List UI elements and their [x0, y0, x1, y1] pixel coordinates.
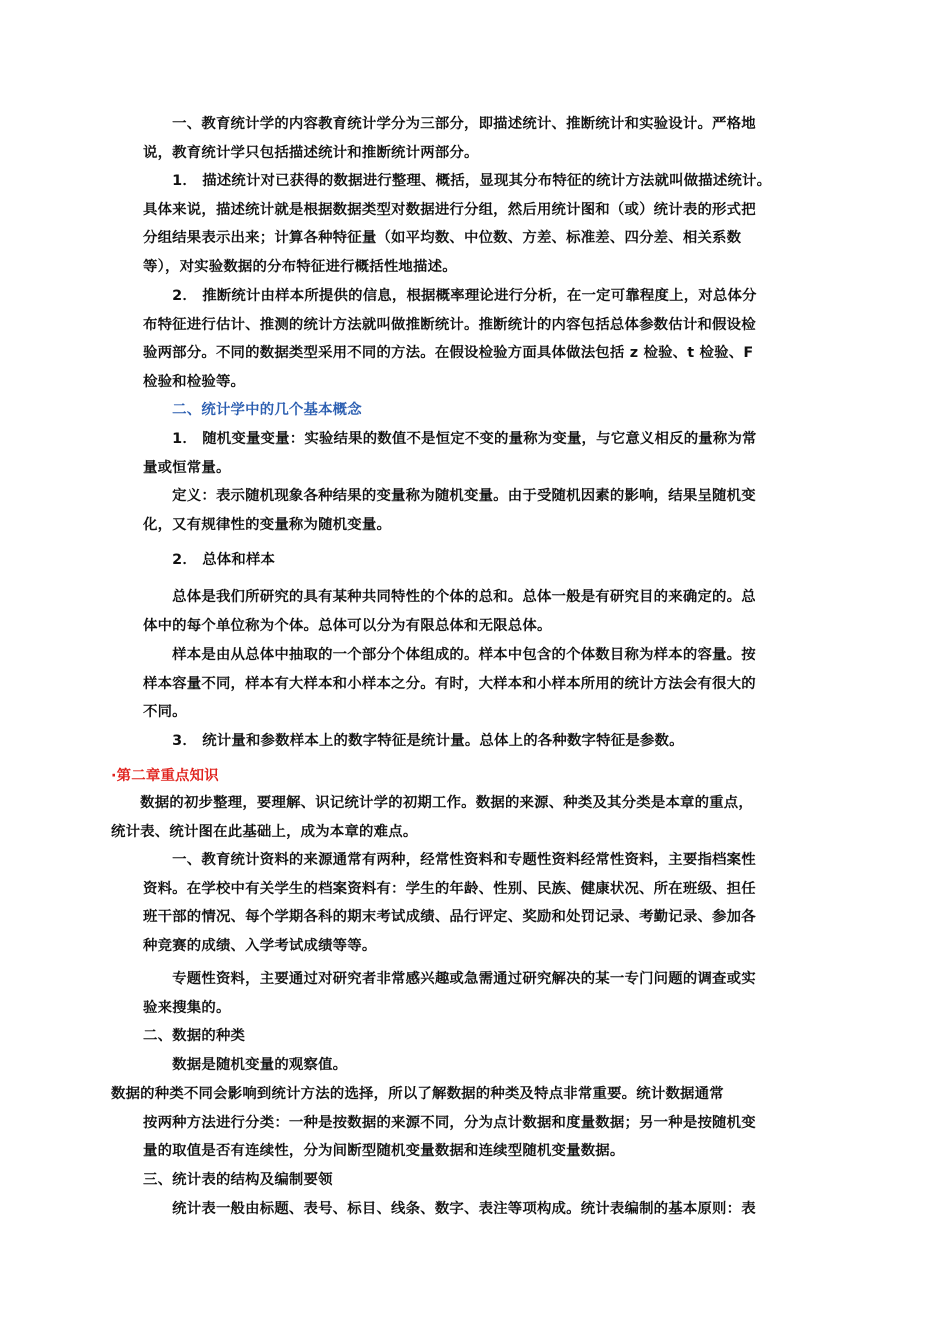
paragraph-sample — [143, 641, 823, 727]
text-line: 资料。在学校中有关学生的档案资料有：学生的年龄、性别、民族、健康状况、所在班级、担任 — [143, 880, 756, 897]
paragraph-random-variable — [143, 425, 823, 482]
text-line: 体中的每个单位称为个体。总体可以分为有限总体和无限总体。 — [143, 617, 552, 634]
text-line: 布特征进行估计、推测的统计方法就叫做推断统计。推断统计的内容包括总体参数估计和假设检 — [143, 316, 756, 333]
text-line: 样本是由从总体中抽取的一个部分个体组成的。样本中包含的个体数目称为样本的容量。按 — [143, 647, 756, 663]
paragraph-statistic-parameter — [143, 727, 823, 756]
text-line: 1． 随机变量变量：实验结果的数值不是恒定不变的量称为变量，与它意义相反的量称为常 — [143, 431, 757, 447]
paragraph-data-organization — [111, 789, 831, 846]
paragraph-data-classification — [111, 1080, 831, 1166]
chapter-title: ·第二章重点知识 — [111, 768, 219, 784]
text-line: 具体来说，描述统计就是根据数据类型对数据进行分组，然后用统计图和（或）统计表的形式把 — [143, 201, 756, 218]
text-line: 不同。 — [143, 704, 187, 720]
text-line: 2． 总体和样本 — [143, 552, 276, 568]
text-line: 验来搜集的。 — [143, 999, 231, 1016]
text-line: 说，教育统计学只包括描述统计和推断统计两部分。 — [143, 144, 479, 161]
section-heading-table-structure — [143, 1166, 823, 1195]
section-heading-data-types — [143, 1022, 823, 1051]
paragraph-special-data — [143, 965, 823, 1022]
text-line: 三、统计表的结构及编制要领 — [143, 1172, 333, 1188]
text-line: 按两种方法进行分类：一种是按数据的来源不同，分为点计数据和度量数据；另一种是按随机变 — [143, 1114, 756, 1131]
paragraph-descriptive-stats — [143, 167, 823, 281]
heading-line — [143, 396, 823, 425]
text-line: 2． 推断统计由样本所提供的信息，根据概率理论进行分析，在一定可靠程度上，对总体分 — [143, 288, 757, 304]
section-heading-basic-concepts — [143, 396, 823, 425]
text-line: 数据的种类不同会影响到统计方法的选择，所以了解数据的种类及特点非常重要。统计数据通常 — [111, 1086, 724, 1102]
text-line: 一、教育统计学的内容教育统计学分为三部分，即描述统计、推断统计和实验设计。严格地 — [143, 116, 756, 132]
text-line: 二、数据的种类 — [143, 1028, 246, 1044]
text-line: 检验和检验等。 — [143, 373, 246, 390]
text-line: 1． 描述统计对已获得的数据进行整理、概括，显现其分布特征的统计方法就叫做描述统计。 — [143, 173, 772, 189]
text-line: 总体是我们所研究的具有某种共同特性的个体的总和。总体一般是有研究目的来确定的。总 — [143, 589, 756, 605]
text-line: 数据是随机变量的观察值。 — [143, 1057, 348, 1073]
text-line: 数据的初步整理，要理解、识记统计学的初期工作。数据的来源、种类及其分类是本章的重点， — [111, 795, 753, 811]
text-line: 量的取值是否有连续性，分为间断型随机变量数据和连续型随机变量数据。 — [143, 1143, 625, 1159]
text-line: 定义：表示随机现象各种结果的变量称为随机变量。由于受随机因素的影响，结果呈随机变 — [143, 488, 756, 504]
heading-text: 二、统计学中的几个基本概念 — [143, 402, 362, 418]
text-line: 量或恒常量。 — [143, 459, 231, 476]
paragraph-population — [143, 583, 823, 640]
text-line: 一、教育统计资料的来源通常有两种，经常性资料和专题性资料经常性资料，主要指档案性 — [143, 852, 756, 868]
text-line: 种竞赛的成绩、入学考试成绩等等。 — [143, 937, 377, 954]
text-line: 验两部分。不同的数据类型采用不同的方法。在假设检验方面具体做法包括 z 检验、t 检验、F — [143, 345, 754, 361]
paragraph-data-definition — [143, 1051, 823, 1080]
text-line: 统计表一般由标题、表号、标目、线条、数字、表注等项构成。统计表编制的基本原则：表 — [143, 1201, 756, 1217]
text-line: 分组结果表示出来；计算各种特征量（如平均数、中位数、方差、标准差、四分差、相关系数 — [143, 230, 742, 246]
text-line: 统计表、统计图在此基础上，成为本章的难点。 — [111, 823, 418, 840]
subheading-population-sample — [143, 546, 823, 575]
text-line: 3． 统计量和参数样本上的数字特征是统计量。总体上的各种数字特征是参数。 — [143, 733, 684, 749]
paragraph-inferential-stats — [143, 282, 823, 396]
paragraph-definition — [143, 482, 823, 539]
heading-line — [111, 762, 831, 791]
text-line: 样本容量不同，样本有大样本和小样本之分。有时，大样本和小样本所用的统计方法会有很大的 — [143, 675, 756, 692]
paragraph-table-composition — [143, 1195, 823, 1224]
paragraph-data-sources — [143, 846, 823, 960]
text-line: 化，又有规律性的变量称为随机变量。 — [143, 516, 392, 533]
text-line: 专题性资料，主要通过对研究者非常感兴趣或急需通过研究解决的某一专门问题的调查或实 — [143, 971, 756, 987]
text-line: 班干部的情况、每个学期各科的期末考试成绩、品行评定、奖励和处罚记录、考勤记录、参加各 — [143, 909, 756, 925]
chapter-heading — [111, 762, 831, 791]
text-line: 等），对实验数据的分布特征进行概括性地描述。 — [143, 258, 457, 275]
paragraph-intro — [143, 110, 823, 167]
